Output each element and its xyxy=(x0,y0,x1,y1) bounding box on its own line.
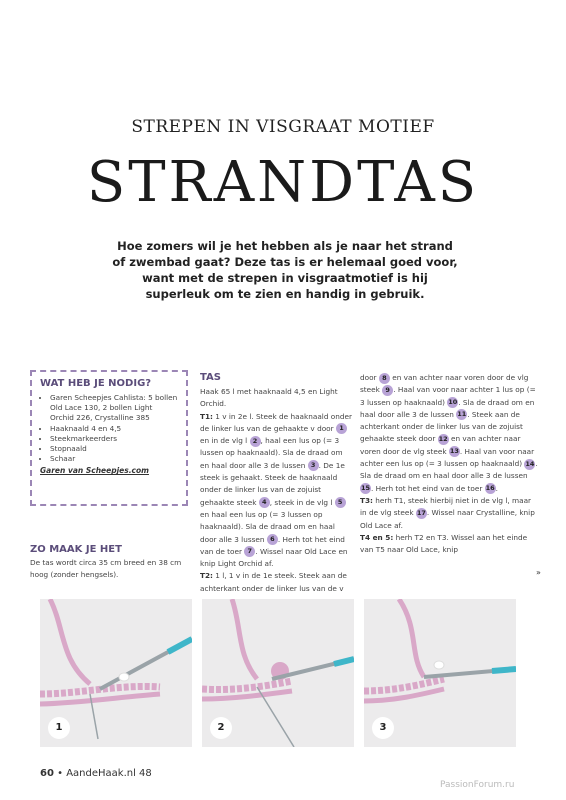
row-label-t3: T3: xyxy=(360,495,373,505)
step-number-badge: 1 xyxy=(48,717,70,739)
tas-column xyxy=(200,386,352,595)
step-marker: 9 xyxy=(382,385,393,396)
materials-item: • Haaknaald 4 en 4,5 xyxy=(50,424,178,434)
page-footer xyxy=(40,768,152,779)
materials-item: • Schaar xyxy=(50,454,178,464)
step-marker: 4 xyxy=(259,497,270,508)
col3-text: . Haal van voor naar achter een lus op (= 3 lussen op haaknaald) xyxy=(360,446,535,469)
page-number: 60 xyxy=(40,768,54,779)
step-marker: 11 xyxy=(457,410,467,419)
row-label-t4-5: T4 en 5: xyxy=(360,532,394,542)
tas-heading: TAS xyxy=(200,372,221,383)
row-label-t2: T2: xyxy=(200,571,213,581)
step-marker: 17 xyxy=(416,508,426,517)
howto-text: De tas wordt circa 35 cm breed en 38 cm hoog (zonder hengsels). xyxy=(30,558,182,580)
materials-list xyxy=(40,393,178,464)
materials-heading: WAT HEB JE NODIG? xyxy=(40,378,152,389)
intro-text: Hoe zomers wil je het hebben als je naar het strand of zwembad gaat? Deze tas is er helemaal goed voor, want met de strepen in visgraatmotief is hij superleuk om te zien en handig in gebruik. xyxy=(112,239,458,301)
col3-text: . Sla de draad om en haal door alle 3 de lussen xyxy=(360,459,538,481)
step-marker: 3 xyxy=(308,460,319,471)
tas-text: . De 1e steek is gehaakt. Steek de haaknaald onder de linker lus van de zojuist gehaakte steek xyxy=(200,460,345,507)
watermark: PassionForum.ru xyxy=(440,780,515,790)
step-marker: 8 xyxy=(379,373,390,384)
step-number-badge: 3 xyxy=(372,717,394,739)
step-photo-1 xyxy=(40,599,192,747)
tas-text: 1 v in 2e l. Steek de haaknaald onder de linker lus van de gehaakte v door xyxy=(200,411,352,433)
step-marker: 15 xyxy=(360,484,371,493)
step-marker: 12 xyxy=(438,434,448,443)
step-marker: 16 xyxy=(485,484,495,493)
tas-text: . Wissel naar Old Lace en knip Light Orchid af. xyxy=(200,546,348,569)
howto-heading: ZO MAAK JE HET xyxy=(30,544,122,555)
col3-text: . Haal van voor naar achter 1 lus op (= 3 lussen op haaknaald) xyxy=(360,385,536,407)
col3-text: en van achter naar voren door de vlg steek xyxy=(360,373,529,395)
kicker: STREPEN IN VISGRAAT MOTIEF xyxy=(131,117,435,137)
col3-text: . Wissel naar Crystalline, knip Old Lace af. xyxy=(360,508,535,530)
col3-text: herh T1, steek hierbij niet in de vlg l, maar in de vlg steek xyxy=(360,495,532,518)
instructions-column-3 xyxy=(360,372,538,556)
footer-bullet: • xyxy=(57,768,64,779)
tas-text: 1 l, 1 v in de 1e steek. Steek aan de achterkant onder de linker lus van de v xyxy=(200,571,347,593)
step-marker: 6 xyxy=(267,534,278,545)
col3-text: . Herh tot het eind van de toer xyxy=(371,483,485,493)
yarn-credit-link[interactable]: Garen van Scheepjes.com xyxy=(40,466,149,476)
materials-item: • Stopnaald xyxy=(50,444,178,454)
materials-box xyxy=(30,370,188,506)
col3-text: door xyxy=(360,373,379,382)
col3-text: . Sla de draad om en haal door alle 3 de lussen xyxy=(360,397,535,419)
row-label-t1: T1: xyxy=(200,411,213,421)
continue-arrow-icon[interactable]: » xyxy=(536,568,541,577)
step-marker: 14 xyxy=(525,459,535,468)
materials-item: • Steekmarkeerders xyxy=(50,434,178,444)
step-photo-3 xyxy=(364,599,516,747)
step-marker: 10 xyxy=(448,398,458,407)
tas-text: . Herh tot het eind van de toer xyxy=(200,534,345,556)
step-marker: 5 xyxy=(335,497,346,508)
tas-intro: Haak 65 l met haaknaald 4,5 en Light Orchid. xyxy=(200,387,338,409)
step-photo-2 xyxy=(202,599,354,747)
page-title: STRANDTAS xyxy=(86,150,480,215)
step-marker: 13 xyxy=(449,447,459,456)
step-marker: 7 xyxy=(244,546,255,557)
col3-text: en van achter naar voren door de vlg steek xyxy=(360,434,521,456)
tas-text: , steek in de vlg l xyxy=(269,497,335,507)
step-number-badge: 2 xyxy=(210,717,232,739)
tas-text: en in de vlg l xyxy=(200,436,250,446)
materials-item: • Garen Scheepjes Cahlista: 5 bollen Old Lace 130, 2 bollen Light Orchid 226, Crystalline 385 xyxy=(50,393,178,424)
tas-text: , haal een lus op (= 3 lussen op haaknaald). Sla de draad om en haal door alle 3 de lussen xyxy=(200,436,343,470)
col3-text: . Steek aan de achterkant onder de linker lus van de zojuist gehaakte steek door xyxy=(360,409,523,444)
magazine-name: AandeHaak.nl 48 xyxy=(66,768,152,779)
tas-text: en haal een lus op (= 3 lussen op haaknaald). Sla de draad om en haal door alle 3 lussen xyxy=(200,509,335,544)
step-marker: 1 xyxy=(336,423,347,434)
step-marker: 2 xyxy=(250,436,261,447)
col3-text: herh T2 en T3. Wissel aan het einde van T5 naar Old Lace, knip xyxy=(360,532,528,555)
col3-text: . xyxy=(495,483,498,493)
